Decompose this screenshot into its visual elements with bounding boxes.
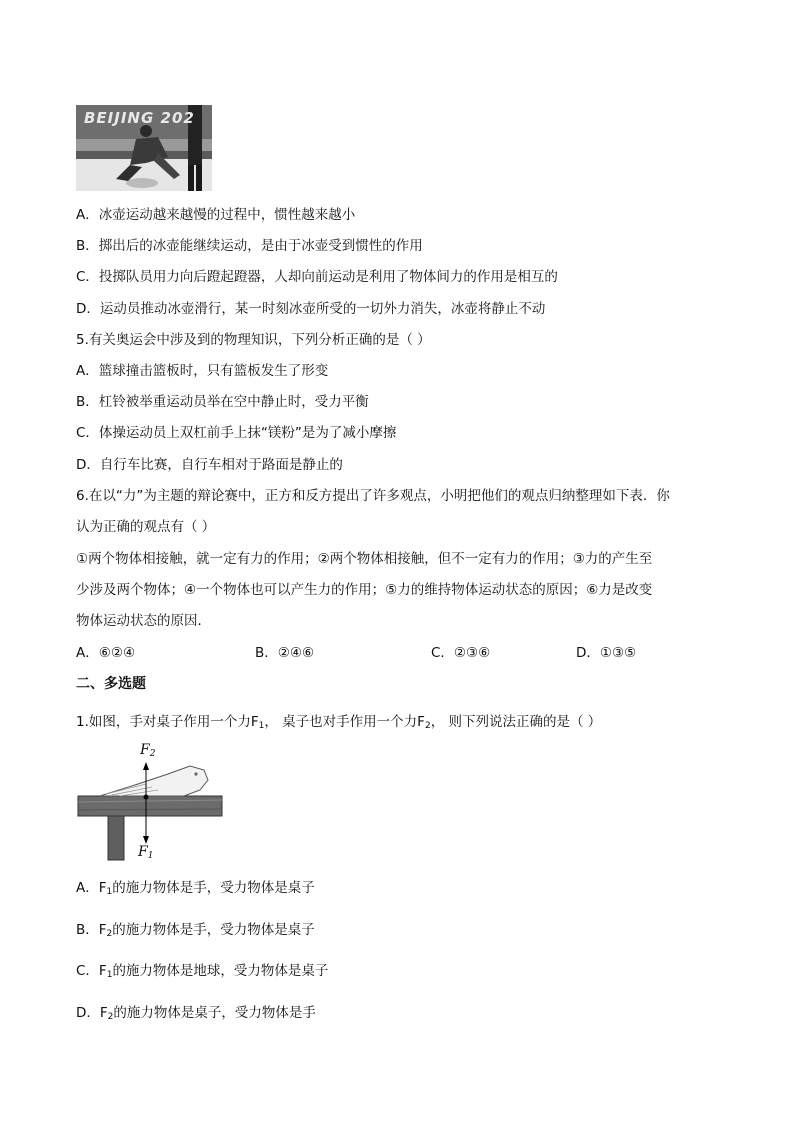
section-heading: 二、多选题 (76, 676, 146, 692)
q6-body-line3: 物体运动状态的原因． (76, 613, 211, 629)
mq1-option-d: D．$F_2$的施力物体是桌子，受力物体是手 (76, 1005, 316, 1022)
mq1-stem-part-a: 1.如图，手对桌子作用一个力F (76, 714, 259, 730)
q6-body-line2: 少涉及两个物体；④一个物体也可以产生力的作用；⑤力的维持物体运动状态的原因；⑥力是改变 (76, 582, 653, 598)
q5-option-a: A．篮球撞击篮板时，只有篮板发生了形变 (76, 363, 329, 379)
mq1-stem (76, 712, 601, 736)
label-f1: $F_1$ (138, 844, 154, 861)
mq1-option-c: C．$F_1$的施力物体是地球，受力物体是桌子 (76, 963, 329, 980)
table-leg (108, 816, 124, 860)
q6-option-d: D．①③⑤ (576, 645, 637, 661)
q6-stem-line2: 认为正确的观点有（ ） (76, 519, 216, 535)
table-top (78, 796, 222, 816)
mq1-stem-part-c: ， 则下列说法正确的是（ ） (430, 714, 602, 730)
q4-option-c: C．投掷队员用力向后蹬起蹬器，人却向前运动是利用了物体间力的作用是相互的 (76, 269, 558, 285)
q5-option-d: D．自行车比赛，自行车相对于路面是静止的 (76, 457, 343, 473)
mq1-option-b: B．$F_2$的施力物体是手，受力物体是桌子 (76, 922, 315, 939)
f2-arrow-head (143, 762, 149, 770)
mq1-option-a: A．$F_1$的施力物体是手，受力物体是桌子 (76, 880, 315, 897)
mq1-stem-sub1: 1 (258, 721, 265, 731)
label-f2: $F_2$ (140, 742, 156, 759)
q6-stem-line1: 6.在以“力”为主题的辩论赛中，正方和反方提出了许多观点，小明把他们的观点归纳整理如下表．你 (76, 488, 670, 504)
q6-option-c: C．②③⑥ (431, 645, 491, 661)
contact-point (144, 795, 149, 800)
f1-arrow-head (143, 836, 149, 844)
q6-body-line1: ①两个物体相接触，就一定有力的作用；②两个物体相接触，但不一定有力的作用；③力的产生至 (76, 551, 653, 567)
curling-photo (76, 105, 212, 191)
photo-banner-text: BEIJING 202 (84, 109, 195, 127)
q5-option-c: C．体操运动员上双杠前手上抹“镁粉”是为了减小摩擦 (76, 425, 397, 441)
q5-option-b: B．杠铃被举重运动员举在空中静止时，受力平衡 (76, 394, 369, 410)
q4-option-a: A．冰壶运动越来越慢的过程中，惯性越来越小 (76, 207, 356, 223)
q6-option-a: A．⑥②④ (76, 645, 136, 661)
mq1-stem-part-b: ， 桌子也对手作用一个力F (264, 714, 425, 730)
force-diagram (76, 740, 226, 864)
q4-option-b: B．掷出后的冰壶能继续运动，是由于冰壶受到惯性的作用 (76, 238, 423, 254)
q5-stem: 5.有关奥运会中涉及到的物理知识，下列分析正确的是（ ） (76, 332, 431, 348)
q4-option-d: D．运动员推动冰壶滑行，某一时刻冰壶所受的一切外力消失，冰壶将静止不动 (76, 301, 546, 317)
q6-option-b: B．②④⑥ (255, 645, 315, 661)
mq1-stem-sub2: 2 (424, 721, 431, 731)
